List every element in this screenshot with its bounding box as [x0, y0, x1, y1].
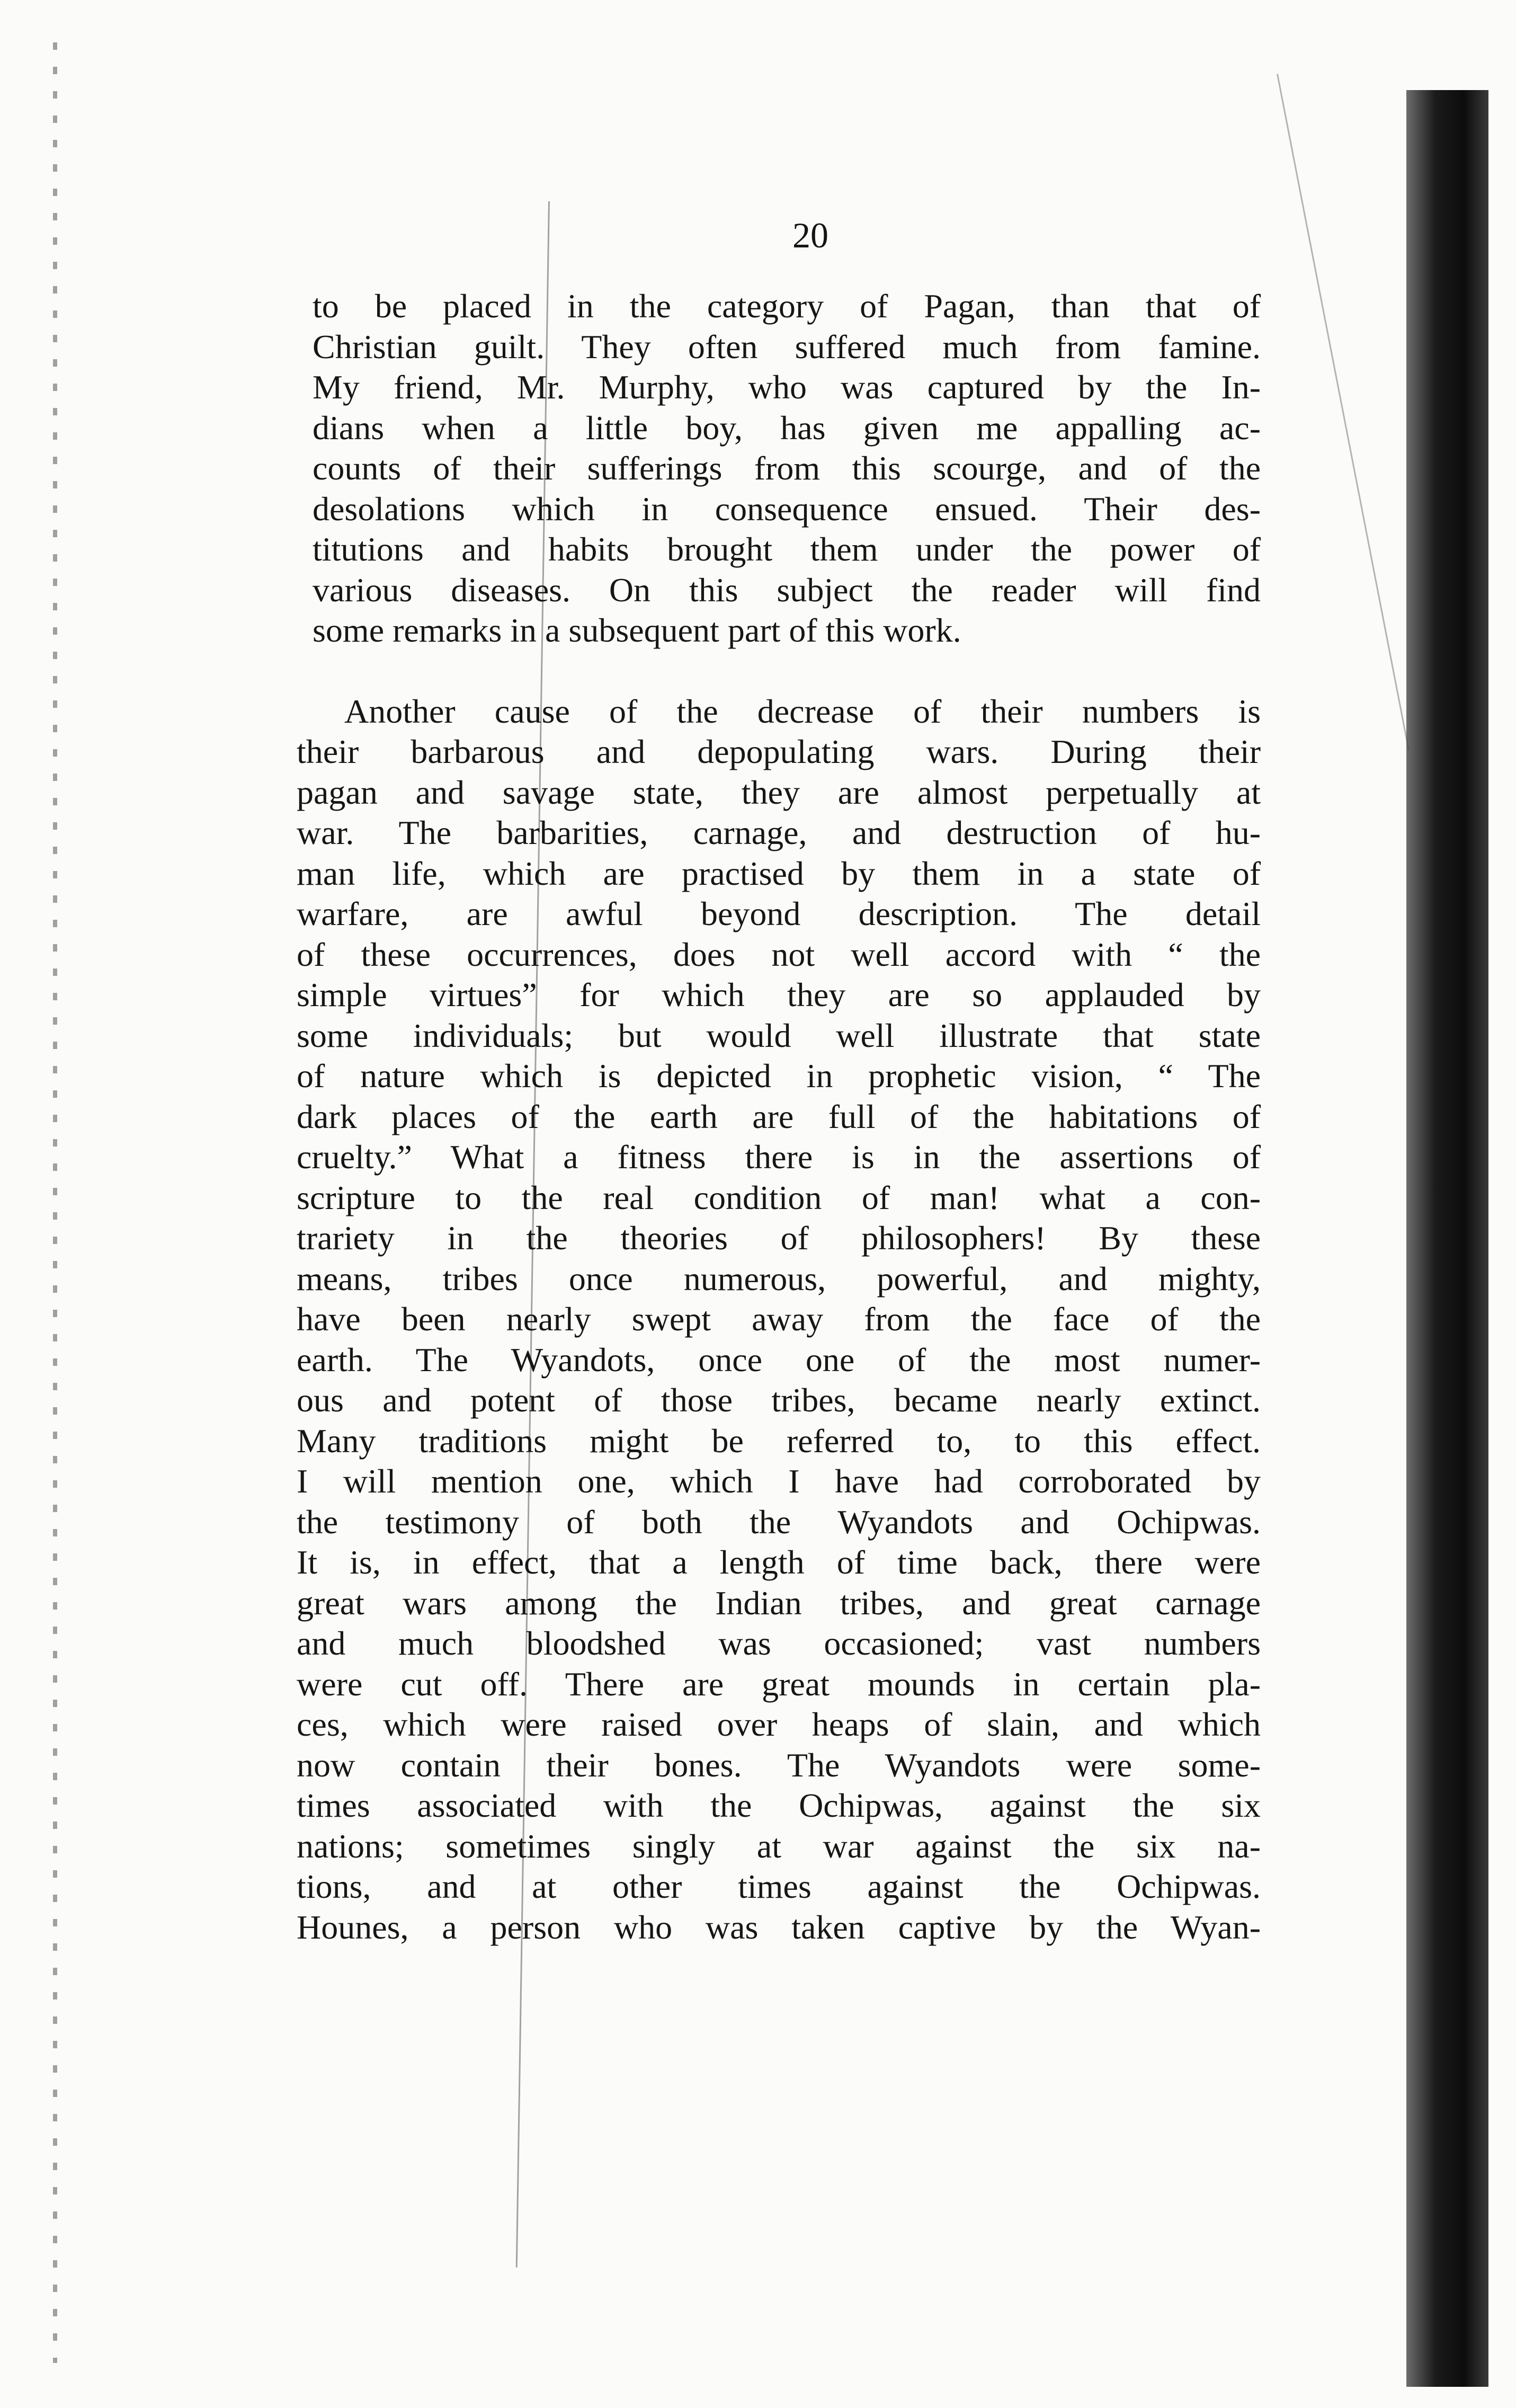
text-line: cruelty.” What a fitness there is in the assertions of: [297, 1138, 1261, 1176]
text-line: Many traditions might be referred to, to this effect.: [297, 1421, 1261, 1460]
text-line: warfare, are awful beyond description. The detail: [297, 895, 1261, 932]
text-line: earth. The Wyandots, once one of the most numer-: [297, 1340, 1261, 1379]
text-line: tions, and at other times against the Ochipwas.: [297, 1868, 1261, 1905]
text-line: titutions and habits brought them under the power of: [313, 530, 1261, 568]
paragraph: [297, 691, 1261, 1948]
text-line: dark places of the earth are full of the habitations of: [297, 1097, 1261, 1135]
text-line: trariety in the theories of philosophers! By these: [297, 1219, 1261, 1257]
text-line: have been nearly swept away from the face of the: [297, 1300, 1261, 1338]
text-line: I will mention one, which I have had corroborated by: [297, 1462, 1261, 1500]
text-line: counts of their sufferings from this scourge, and of the: [313, 449, 1261, 487]
text-line: and much bloodshed was occasioned; vast numbers: [297, 1624, 1261, 1662]
text-line: their barbarous and depopulating wars. During their: [297, 733, 1261, 770]
text-line: of nature which is depicted in prophetic vision, “ The: [297, 1057, 1261, 1095]
text-line: to be placed in the category of Pagan, than that of: [313, 287, 1261, 325]
crease-line: [1277, 74, 1410, 750]
text-line: Another cause of the decrease of their numbers is: [344, 692, 1261, 730]
text-line: simple virtues” for which they are so applauded by: [297, 976, 1261, 1014]
text-line: ous and potent of those tribes, became nearly extinct.: [297, 1381, 1261, 1419]
text-line: were cut off. There are great mounds in certain pla-: [297, 1665, 1261, 1703]
text-line: Christian guilt. They often suffered much from famine.: [313, 327, 1261, 366]
text-line: Hounes, a person who was taken captive by the Wyan-: [297, 1908, 1261, 1946]
text-line: the testimony of both the Wyandots and Ochipwas.: [297, 1503, 1261, 1541]
text-line: means, tribes once numerous, powerful, and mighty,: [297, 1259, 1261, 1298]
text-line: war. The barbarities, carnage, and destruction of hu-: [297, 814, 1261, 851]
text-line: nations; sometimes singly at war against the six na-: [297, 1827, 1261, 1865]
text-line: dians when a little boy, has given me appalling ac-: [313, 408, 1261, 447]
paragraph: [313, 286, 1261, 651]
text-line: man life, which are practised by them in a state of: [297, 854, 1261, 892]
text-line: times associated with the Ochipwas, against the six: [297, 1787, 1261, 1824]
page-number: 20: [792, 215, 828, 255]
text-line: scripture to the real condition of man! what a con-: [297, 1178, 1261, 1216]
text-line: of these occurrences, does not well accord with “ the: [297, 935, 1261, 973]
right-scan-edge: [1406, 90, 1488, 2387]
text-line: various diseases. On this subject the reader will find: [313, 571, 1261, 609]
text-line: now contain their bones. The Wyandots were some-: [297, 1746, 1261, 1784]
left-scan-edge: [53, 42, 57, 2363]
text-line: desolations which in consequence ensued. Their des-: [313, 490, 1261, 528]
text-line: great wars among the Indian tribes, and great carnage: [297, 1584, 1261, 1622]
text-line: My friend, Mr. Murphy, who was captured by the In-: [313, 368, 1261, 406]
paragraph-gap: [313, 651, 1261, 691]
text-line: ces, which were raised over heaps of slain, and which: [297, 1705, 1261, 1743]
body-text: [297, 286, 1261, 1948]
text-line: some remarks in a subsequent part of this work.: [313, 611, 961, 649]
text-line: It is, in effect, that a length of time back, there were: [297, 1543, 1261, 1581]
text-line: pagan and savage state, they are almost perpetually at: [297, 773, 1261, 811]
text-line: some individuals; but would well illustrate that state: [297, 1016, 1261, 1054]
